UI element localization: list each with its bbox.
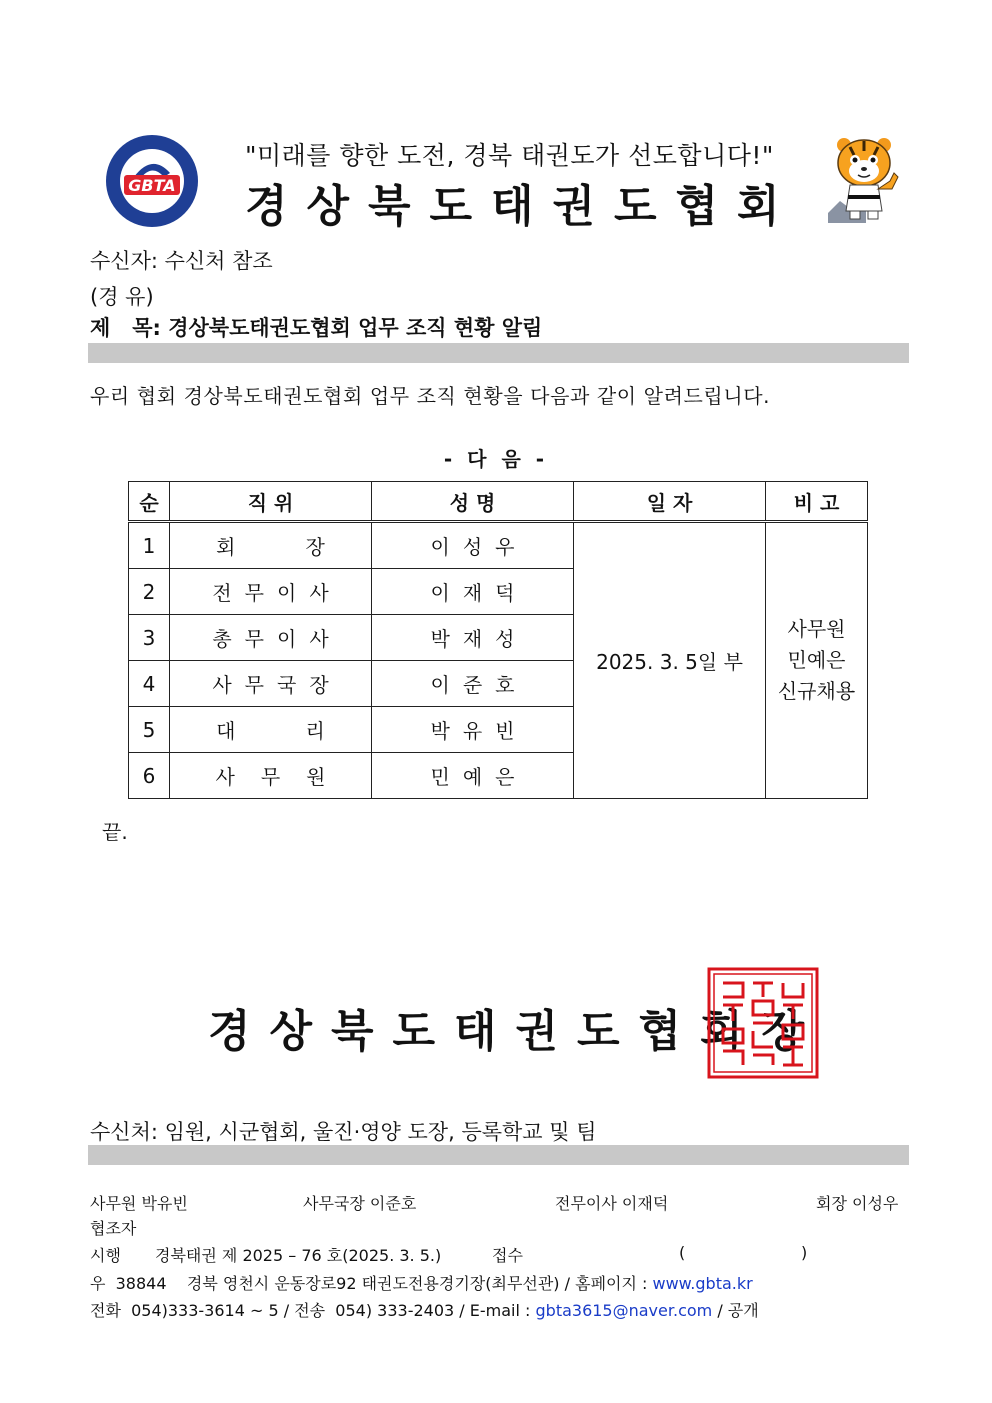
via-line: (경 유) — [90, 285, 154, 309]
signature-org-name: 경상북도태권도협회장 — [208, 1006, 824, 1057]
body-text: 우리 협회 경상북도태권도협회 업무 조직 현황을 다음과 같이 알려드립니다. — [90, 384, 771, 408]
table-row — [129, 522, 868, 569]
approver-staff: 사무원 박유빈 — [90, 1194, 188, 1213]
row-no: 3 — [129, 615, 170, 661]
row-no: 5 — [129, 707, 170, 753]
receipt-paren-close: ) — [801, 1243, 808, 1262]
col-header-name: 성 명 — [372, 482, 574, 522]
row-position: 사무원 — [170, 753, 372, 799]
disclosure-text: / 공개 — [712, 1301, 759, 1320]
row-name: 민예은 — [372, 753, 574, 799]
row-no: 4 — [129, 661, 170, 707]
subject-line: 제 목: 경상북도태권도협회 업무 조직 현황 알림 — [90, 316, 543, 340]
row-name: 이준호 — [372, 661, 574, 707]
footer-divider-bar — [88, 1145, 909, 1165]
row-position: 회장 — [170, 522, 372, 569]
note-cell — [766, 522, 868, 799]
organization-table — [128, 481, 868, 799]
recipient-line: 수신자: 수신처 참조 — [90, 249, 273, 273]
address-text: 우 38844 경북 영천시 운동장로92 태권도전용경기장(최무선관) / 홈페이지 : — [90, 1274, 653, 1293]
row-name: 박유빈 — [372, 707, 574, 753]
col-header-no: 순 — [129, 482, 170, 522]
row-position: 대리 — [170, 707, 372, 753]
contact-line — [90, 1298, 759, 1321]
tiger-mascot-icon — [826, 133, 906, 225]
approver-president: 회장 이성우 — [816, 1194, 899, 1213]
approver-managing-director: 전무이사 이재덕 — [555, 1194, 669, 1213]
note-line: 신규채용 — [777, 679, 856, 703]
receipt-label: 접수 — [492, 1246, 523, 1265]
phone-fax-text: 전화 054)333-3614 ~ 5 / 전송 054) 333-2403 / E-mail : — [90, 1301, 536, 1320]
org-title: 경상북도태권도협회 — [245, 181, 799, 232]
row-position: 전무이사 — [170, 569, 372, 615]
row-name: 박재성 — [372, 615, 574, 661]
issue-number: 경북태권 제 2025 – 76 호(2025. 3. 5.) — [155, 1246, 442, 1265]
issue-label: 시행 — [90, 1246, 121, 1265]
email-link[interactable]: gbta3615@naver.com — [535, 1301, 713, 1320]
row-position: 사무국장 — [170, 661, 372, 707]
receipt-paren-open: ( — [679, 1243, 686, 1262]
col-header-note: 비 고 — [766, 482, 868, 522]
col-header-date: 일 자 — [574, 482, 766, 522]
end-mark: 끝. — [102, 820, 128, 844]
row-name: 이성우 — [372, 522, 574, 569]
daeum-heading: - 다 음 - — [443, 447, 549, 471]
row-no: 2 — [129, 569, 170, 615]
association-logo — [104, 133, 200, 229]
row-no: 6 — [129, 753, 170, 799]
row-position: 총무이사 — [170, 615, 372, 661]
note-line: 민예은 — [787, 648, 846, 672]
note-line: 사무원 — [787, 617, 846, 641]
recipients-list: 수신처: 임원, 시군협회, 울진·영양 도장, 등록학교 및 팀 — [90, 1120, 597, 1144]
row-name: 이재덕 — [372, 569, 574, 615]
row-no: 1 — [129, 522, 170, 569]
approver-director: 사무국장 이준호 — [303, 1194, 417, 1213]
date-cell: 2025. 3. 5일 부 — [574, 522, 766, 799]
cooperator-label: 협조자 — [90, 1219, 137, 1238]
col-header-position: 직 위 — [170, 482, 372, 522]
homepage-link[interactable]: www.gbta.kr — [652, 1274, 753, 1293]
svg-text:GBTA: GBTA — [128, 176, 176, 195]
official-seal-icon — [707, 967, 819, 1079]
header-divider-bar — [88, 343, 909, 363]
address-line — [90, 1271, 753, 1294]
slogan: "미래를 향한 도전, 경북 태권도가 선도합니다!" — [245, 141, 774, 170]
